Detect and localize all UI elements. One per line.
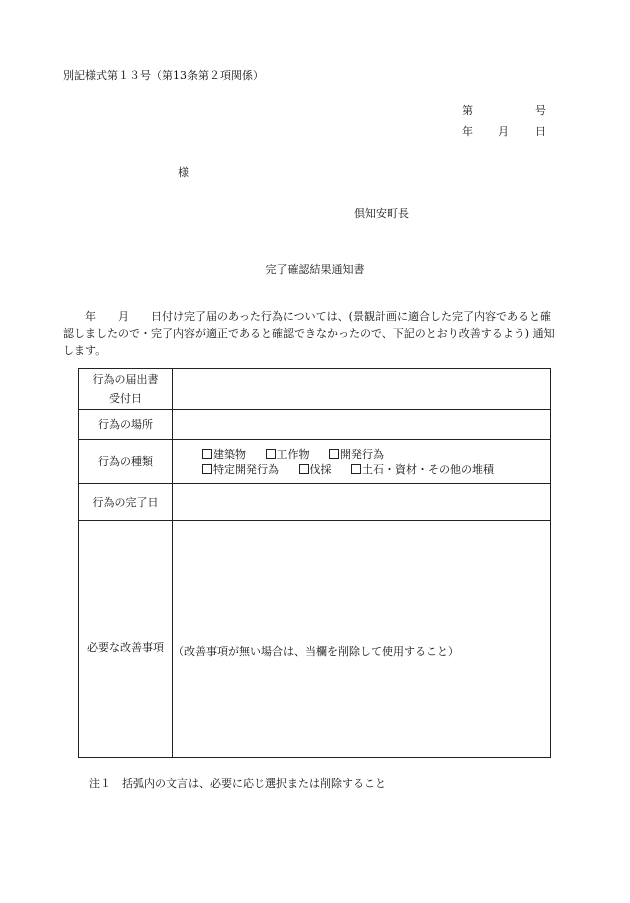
checkbox-material-storage[interactable] <box>351 462 494 477</box>
checkbox-building[interactable] <box>202 447 246 462</box>
table-row <box>79 369 551 410</box>
value-submission-date[interactable] <box>173 369 551 410</box>
label-submission-date <box>79 369 173 410</box>
document-number-suffix: 号 <box>535 104 546 117</box>
checkbox-development[interactable] <box>329 447 384 462</box>
table-row <box>79 440 551 484</box>
label-line: 行為の届出書 <box>92 373 159 386</box>
checkbox-icon <box>202 464 212 474</box>
label-improvements: 必要な改善事項 <box>79 521 173 758</box>
table-row <box>79 521 551 758</box>
value-action-type <box>173 440 551 484</box>
issuer-name: 倶知安町長 <box>354 207 409 220</box>
addressee-honorific: 様 <box>178 166 189 179</box>
action-type-options-line2 <box>202 462 550 477</box>
date-day-label: 日 <box>535 125 546 138</box>
document-number-prefix: 第 <box>462 104 473 117</box>
document-title: 完了確認結果通知書 <box>265 263 365 276</box>
option-label: 建築物 <box>213 447 246 461</box>
form-table <box>78 368 551 758</box>
checkbox-logging[interactable] <box>299 462 332 477</box>
checkbox-icon <box>202 449 212 459</box>
checkbox-structure[interactable] <box>266 447 310 462</box>
value-location[interactable] <box>173 410 551 440</box>
option-label: 特定開発行為 <box>213 462 279 476</box>
option-label: 伐採 <box>309 462 332 476</box>
value-improvements[interactable]: （改善事項が無い場合は、当欄を削除して使用すること） <box>173 521 551 758</box>
date-year-label: 年 <box>462 125 473 138</box>
value-completion-date[interactable] <box>173 484 551 521</box>
table-row <box>79 484 551 521</box>
label-completion-date: 行為の完了日 <box>79 484 173 521</box>
label-line: 受付日 <box>109 392 142 405</box>
body-paragraph: 年 月 日付け完了届のあった行為については、(景観計画に適合した完了内容であると確認しましたので・完了内容が適正であると確認できなかったので、下記のとおり改善するよう) 通知します。 <box>63 310 555 357</box>
checkbox-icon <box>266 449 276 459</box>
form-number-label: 別記様式第１３号（第13条第２項関係） <box>63 69 264 82</box>
checkbox-icon <box>299 464 309 474</box>
label-location: 行為の場所 <box>79 410 173 440</box>
table-row <box>79 410 551 440</box>
option-label: 土石・資材・その他の堆積 <box>362 462 494 476</box>
date-month-label: 月 <box>498 125 509 138</box>
action-type-options-line1 <box>202 447 550 462</box>
option-label: 開発行為 <box>340 447 384 461</box>
label-action-type: 行為の種類 <box>79 440 173 484</box>
option-label: 工作物 <box>276 447 310 461</box>
checkbox-icon <box>329 449 339 459</box>
checkbox-specific-development[interactable] <box>202 462 279 477</box>
footnote: 注１ 括弧内の文言は、必要に応じ選択または削除すること <box>89 777 386 790</box>
checkbox-icon <box>351 464 361 474</box>
